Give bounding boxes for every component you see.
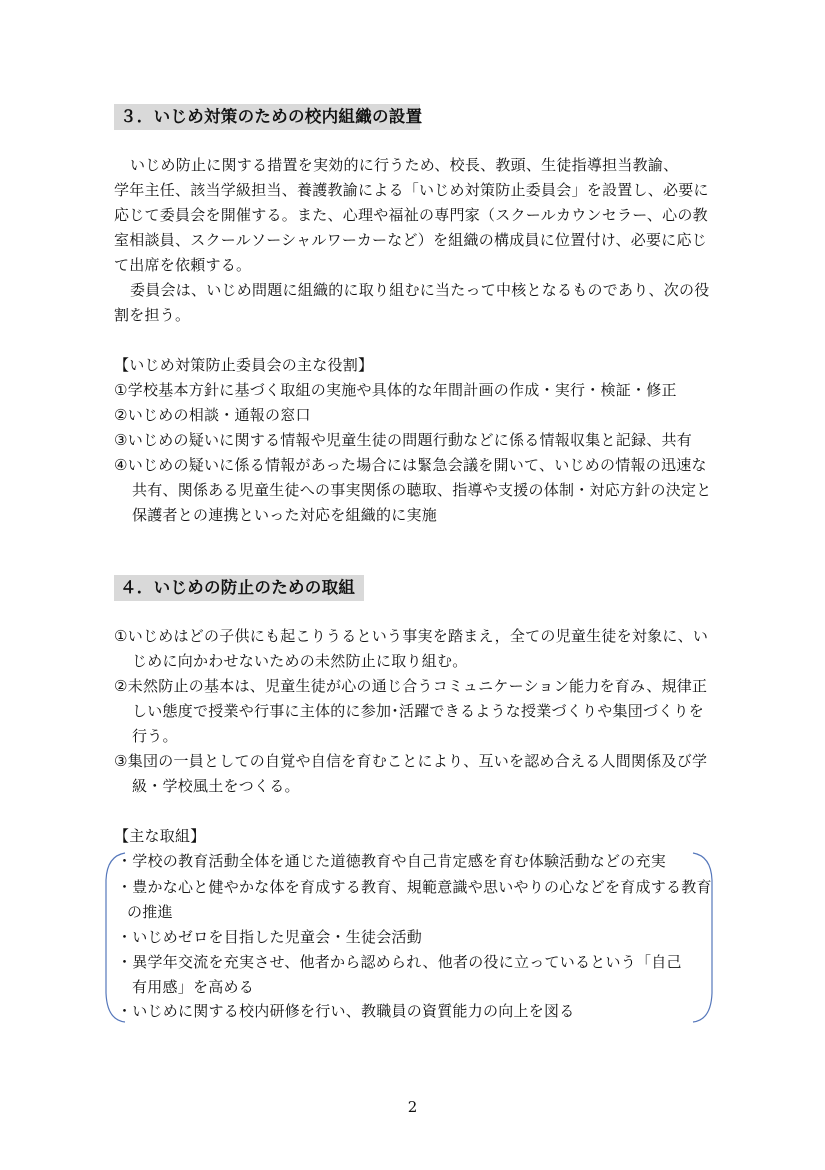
roles-title: 【いじめ対策防止委員会の主な役割】 xyxy=(114,356,374,374)
section-3-heading: ３．いじめ対策のための校内組織の設置 xyxy=(114,104,420,130)
page-number: 2 xyxy=(407,1098,418,1116)
main-effort-item: ・異学年交流を充実させ、他者から認められ、他者の役に立っているという「自己 xyxy=(117,953,682,971)
measure-item: ①いじめはどの子供にも起こりうるという事実を踏まえ，全ての児童生徒を対象に、い xyxy=(114,627,709,645)
paragraph-line: 委員会は、いじめ問題に組織的に取り組むに当たって中核となるものであり、次の役 xyxy=(130,281,710,299)
measure-item-continued: しい態度で授業や行事に主体的に参加･活躍できるような授業づくりや集団づくりを xyxy=(132,702,705,720)
paragraph-line: 応じて委員会を開催する。また、心理や福祉の専門家（スクールカウンセラー、心の教 xyxy=(114,206,708,224)
main-effort-item-continued: の推進 xyxy=(127,903,173,921)
role-item: ①学校基本方針に基づく取組の実施や具体的な年間計画の作成・実行・検証・修正 xyxy=(114,381,677,399)
paragraph-line: 学年主任、該当学級担当、養護教諭による「いじめ対策防止委員会」を設置し、必要に xyxy=(114,181,709,199)
main-effort-item: ・いじめゼロを目指した児童会・生徒会活動 xyxy=(117,928,423,946)
paragraph-line: いじめ防止に関する措置を実効的に行うため、校長、教頭、生徒指導担当教諭、 xyxy=(130,156,679,174)
role-item: ②いじめの相談・通報の窓口 xyxy=(114,406,311,424)
main-efforts-title: 【主な取組】 xyxy=(114,827,206,845)
main-effort-item: ・学校の教育活動全体を通じた道徳教育や自己肯定感を育む体験活動などの充実 xyxy=(117,852,667,870)
role-item-continued: 保護者との連携といった対応を組織的に実施 xyxy=(132,506,438,524)
section-4-heading: ４．いじめの防止のための取組 xyxy=(114,575,364,601)
measure-item: ②未然防止の基本は、児童生徒が心の通じ合うコミュニケーション能力を育み、規律正 xyxy=(114,677,708,695)
paragraph-line: 割を担う。 xyxy=(114,306,191,324)
measure-item: ③集団の一員としての自覚や自信を育むことにより、互いを認め合える人間関係及び学 xyxy=(114,752,708,770)
measure-item-continued: 行う。 xyxy=(132,727,178,745)
role-item: ③いじめの疑いに関する情報や児童生徒の問題行動などに係る情報収集と記録、共有 xyxy=(114,431,692,449)
main-effort-item-continued: 有用感」を高める xyxy=(132,978,255,996)
main-effort-item: ・豊かな心と健やかな体を育成する教育、規範意識や思いやりの心などを育成する教育 xyxy=(117,878,712,896)
paragraph-line: 室相談員、スクールソーシャルワーカーなど）を組織の構成員に位置付け、必要に応じ xyxy=(114,231,707,249)
paragraph-line: て出席を依頼する。 xyxy=(114,256,252,274)
measure-item-continued: じめに向かわせないための未然防止に取り組む。 xyxy=(132,652,468,670)
role-item-continued: 共有、関係ある児童生徒への事実関係の聴取、指導や支援の体制・対応方針の決定と xyxy=(132,481,712,499)
measure-item-continued: 級・学校風土をつくる。 xyxy=(132,777,300,795)
main-effort-item: ・いじめに関する校内研修を行い、教職員の資質能力の向上を図る xyxy=(117,1002,575,1020)
role-item: ④いじめの疑いに係る情報があった場合には緊急会議を開いて、いじめの情報の迅速な xyxy=(114,456,707,474)
